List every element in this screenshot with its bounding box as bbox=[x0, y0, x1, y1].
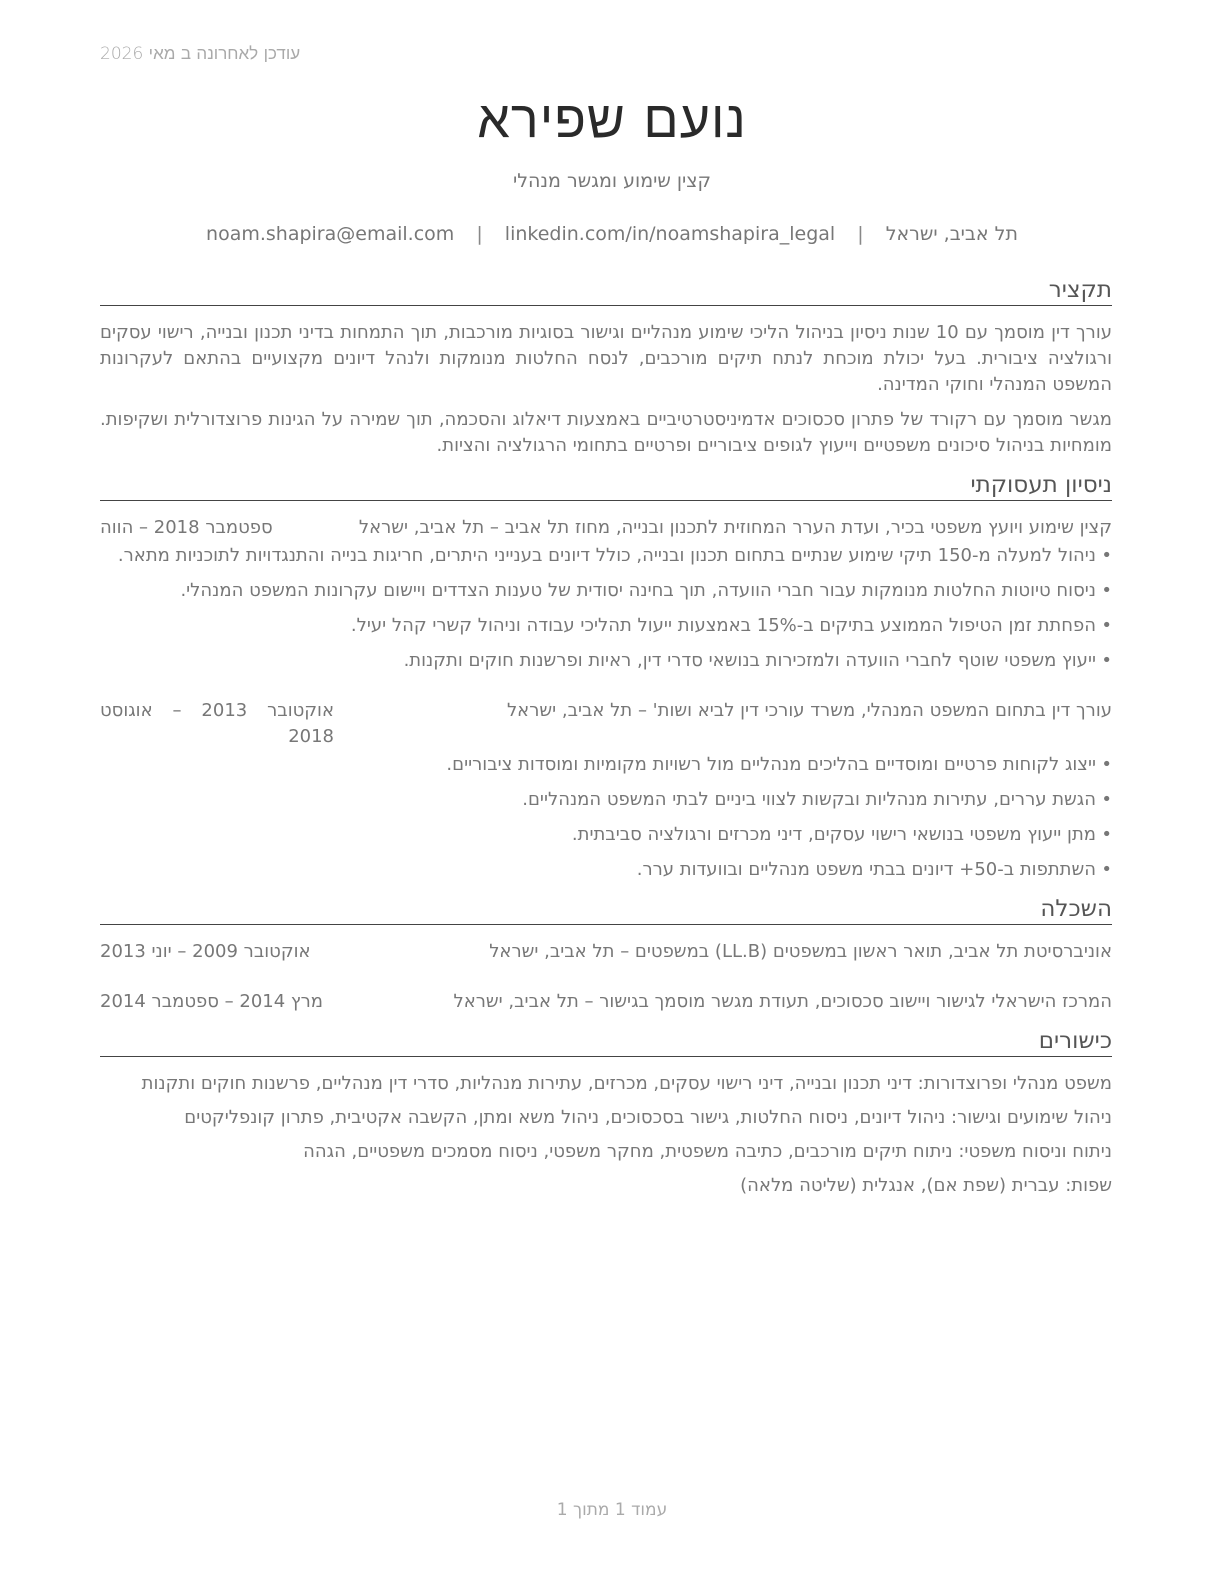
list-item: • ייעוץ משפטי שוטף לחברי הוועדה ולמזכירות בנושאי סדרי דין, ראיות ופרשנות חוקים ותקנות. bbox=[100, 648, 1112, 674]
skills-section bbox=[100, 1027, 1112, 1199]
job-bullets bbox=[100, 543, 1112, 674]
job-bullets bbox=[100, 752, 1112, 883]
skills-heading: כישורים bbox=[100, 1027, 1112, 1057]
summary-paragraph: עורך דין מוסמך עם 10 שנות ניסיון בניהול הליכי שימוע מנהליים וגישור בסוגיות מורכבות, תוך התמחות בדיני תכנון ובנייה, רישוי עסקים ורגולציה ציבורית. בעל יכולת מוכחת לנתח תיקים מורכבים, לנסח החלטות מנומקות ולנהל דיונים מקצועיים בהתאם לעקרונות המשפט המנהלי וחוקי המדינה. bbox=[100, 322, 1112, 395]
contact-email[interactable]: noam.shapira@email.com bbox=[206, 223, 455, 245]
job-dates: ספטמבר 2018 – הווה bbox=[100, 517, 273, 538]
education-heading: השכלה bbox=[100, 895, 1112, 925]
skill-line: ניהול שימועים וגישור: ניהול דיונים, ניסוח החלטות, גישור בסכסוכים, ניהול משא ומתן, הקשבה אקטיבית, פתרון קונפליקטים bbox=[184, 1107, 1112, 1128]
skill-line: משפט מנהלי ופרוצדורות: דיני תכנון ובנייה, דיני רישוי עסקים, מכרזים, עתירות מנהליות, סדרי דין מנהליים, פרשנות חוקים ותקנות bbox=[141, 1073, 1112, 1094]
education-text: אוניברסיטת תל אביב, תואר ראשון במשפטים (LL.B) במשפטים – תל אביב, ישראל bbox=[489, 941, 1112, 962]
page-number: עמוד 1 מתוך 1 bbox=[556, 1500, 668, 1520]
skill-line: ניתוח וניסוח משפטי: ניתוח תיקים מורכבים, כתיבה משפטית, מחקר משפטי, ניסוח מסמכים משפטיים, הגהה bbox=[303, 1141, 1112, 1162]
education-section bbox=[100, 895, 1112, 1015]
education-entry bbox=[100, 989, 1112, 1015]
list-item: • מתן ייעוץ משפטי בנושאי רישוי עסקים, דיני מכרזים ורגולציה סביבתית. bbox=[100, 822, 1112, 848]
list-item: • ניסוח טיוטות החלטות מנומקות עבור חברי הוועדה, תוך בחינה יסודית של טענות הצדדים ויישום עקרונות המשפט המנהלי. bbox=[100, 578, 1112, 604]
job-role: קצין שימוע ויועץ משפטי בכיר, ועדת הערר המחוזית לתכנון ובנייה, מחוז תל אביב – תל אביב, ישראל bbox=[358, 517, 1112, 538]
job-entry bbox=[100, 698, 1112, 883]
experience-heading: ניסיון תעסוקתי bbox=[100, 471, 1112, 501]
contact-line bbox=[0, 223, 1224, 245]
list-item: • הפחתת זמן הטיפול הממוצע בתיקים ב-15% באמצעות ייעול תהליכי עבודה וניהול קשרי קהל יעיל. bbox=[100, 613, 1112, 639]
education-text: המרכז הישראלי לגישור ויישוב סכסוכים, תעודת מגשר מוסמך בגישור – תל אביב, ישראל bbox=[453, 991, 1112, 1012]
job-header bbox=[100, 698, 1112, 750]
summary-heading: תקציר bbox=[100, 276, 1112, 306]
list-item: • השתתפות ב-50+ דיונים בבתי משפט מנהליים ובוועדות ערר. bbox=[100, 857, 1112, 883]
education-entry bbox=[100, 939, 1112, 965]
contact-separator: | bbox=[476, 223, 483, 245]
resume-content bbox=[100, 276, 1112, 1207]
job-dates: אוקטובר 2013 – אוגוסט 2018 bbox=[100, 700, 334, 747]
skills-list bbox=[100, 1071, 1112, 1199]
contact-location: תל אביב, ישראל bbox=[885, 223, 1018, 245]
job-entry bbox=[100, 515, 1112, 674]
job-header bbox=[100, 515, 1112, 541]
last-updated-note: עודכן לאחרונה ב מאי 2026 bbox=[100, 44, 301, 64]
list-item: • הגשת עררים, עתירות מנהליות ובקשות לצווי ביניים לבתי המשפט המנהליים. bbox=[100, 787, 1112, 813]
list-item: • ניהול למעלה מ-150 תיקי שימוע שנתיים בתחום תכנון ובנייה, כולל דיונים בענייני היתרים, חריגות בנייה והתנגדויות לתוכניות מתאר. bbox=[100, 543, 1112, 569]
contact-separator: | bbox=[857, 223, 864, 245]
summary-section bbox=[100, 276, 1112, 459]
experience-section bbox=[100, 471, 1112, 883]
job-role: עורך דין בתחום המשפט המנהלי, משרד עורכי דין לביא ושות' – תל אביב, ישראל bbox=[506, 700, 1112, 721]
list-item: • ייצוג לקוחות פרטיים ומוסדיים בהליכים מנהליים מול רשויות מקומיות ומוסדות ציבוריים. bbox=[100, 752, 1112, 778]
education-dates: מרץ 2014 – ספטמבר 2014 bbox=[100, 991, 324, 1012]
candidate-name: נועם שפירא bbox=[477, 90, 747, 150]
skill-line: שפות: עברית (שפת אם), אנגלית (שליטה מלאה) bbox=[740, 1175, 1112, 1196]
education-dates: אוקטובר 2009 – יוני 2013 bbox=[100, 941, 311, 962]
summary-paragraph: מגשר מוסמך עם רקורד של פתרון סכסוכים אדמיניסטרטיביים באמצעות דיאלוג והסכמה, תוך שמירה על הגינות פרוצדורלית ושקיפות. מומחיות בניהול סיכונים משפטיים וייעוץ לגופים ציבוריים ופרטיים בתחומי הרגולציה והציות. bbox=[100, 409, 1112, 456]
candidate-title: קצין שימוע ומגשר מנהלי bbox=[512, 170, 712, 192]
contact-linkedin[interactable]: linkedin.com/in/noamshapira_legal bbox=[504, 223, 836, 245]
